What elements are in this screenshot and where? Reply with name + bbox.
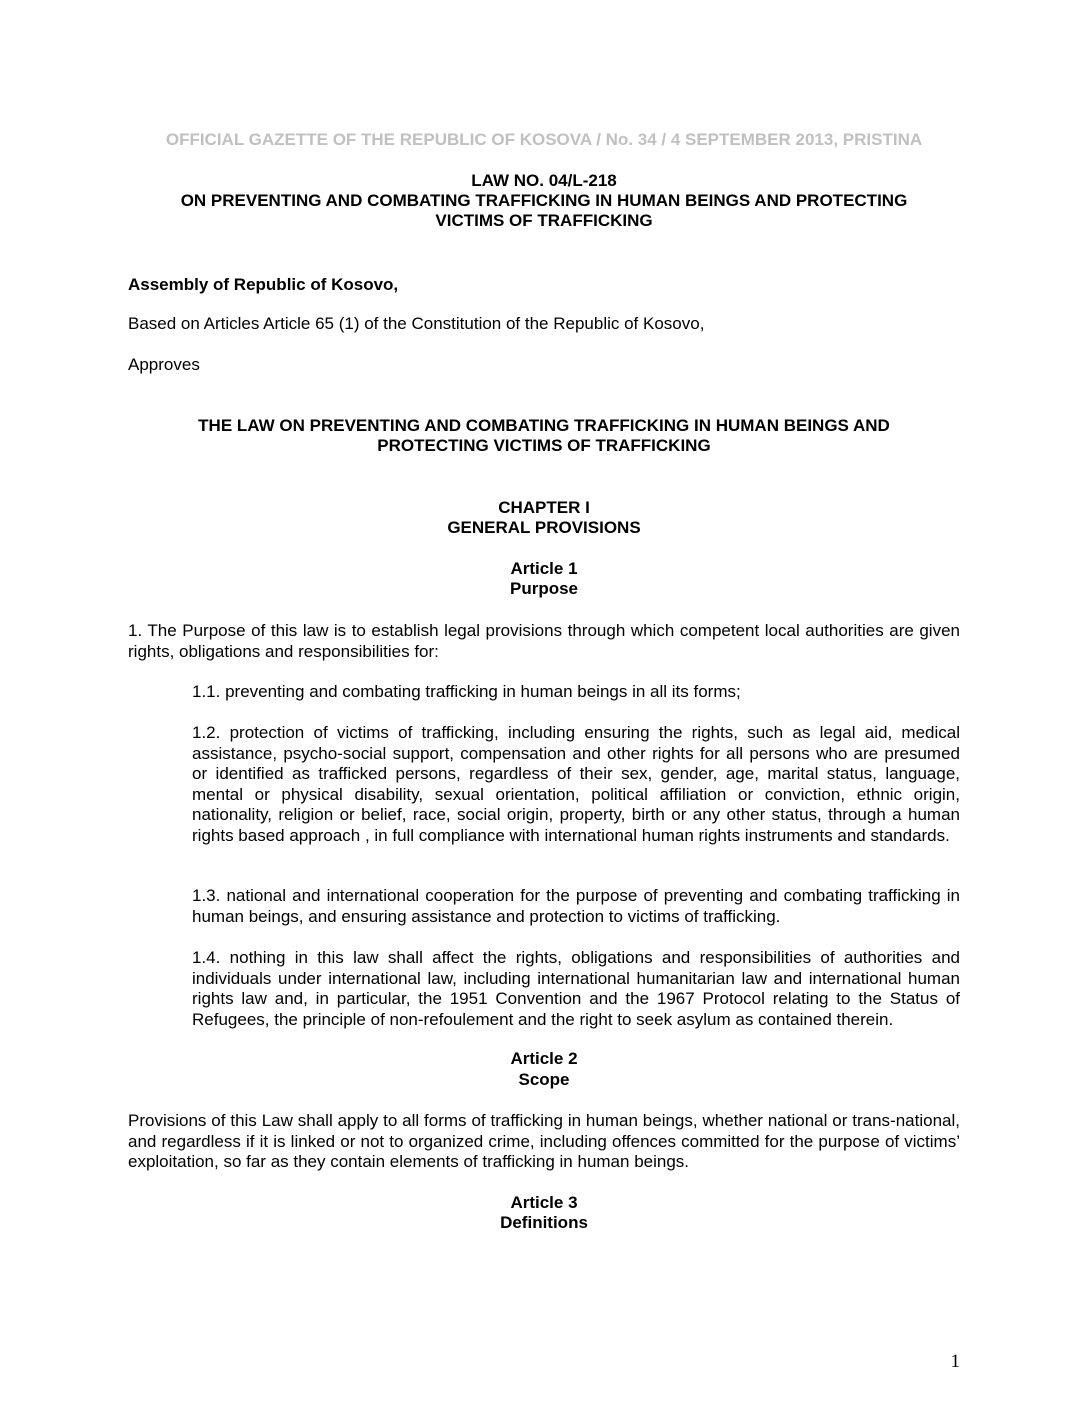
article3-number: Article 3 [510,1193,578,1212]
gazette-header: OFFICIAL GAZETTE OF THE REPUBLIC OF KOSOVA / No. 34 / 4 SEPTEMBER 2013, PRISTINA [165,130,923,149]
article2-title: Scope [518,1070,570,1089]
article1-number: Article 1 [510,559,578,578]
article1-item-1-4: 1.4. nothing in this law shall affect the rights, obligations and responsibilities of authorities and individuals under international law, including international humanitarian law and international human rights law and, in particular, the 1951 Convention and the 1967 Protocol relating to the Status of Refugees, the principle of non-refoulement and the right to seek asylum as contained therein. [192,948,960,1029]
page-number: 1 [950,1351,960,1372]
law-number: LAW NO. 04/L-218 [471,171,617,190]
article3-title: Definitions [500,1213,588,1232]
main-title-line1: THE LAW ON PREVENTING AND COMBATING TRAFFICKING IN HUMAN BEINGS AND [198,416,890,435]
article2-number: Article 2 [510,1049,578,1068]
article1-title: Purpose [509,579,579,598]
law-title-line2: VICTIMS OF TRAFFICKING [435,211,653,230]
based-on-text: Based on Articles Article 65 (1) of the Constitution of the Republic of Kosovo, [128,314,705,333]
article2-text: Provisions of this Law shall apply to all forms of trafficking in human beings, whether national or trans-national, and regardless if it is linked or not to organized crime, including offences committed for the purpose of victims’ exploitation, so far as they contain elements of trafficking in human beings. [128,1111,960,1171]
main-title-line2: PROTECTING VICTIMS OF TRAFFICKING [377,436,711,455]
article1-intro: 1. The Purpose of this law is to establish legal provisions through which competent local authorities are given rights, obligations and responsibilities for: [128,621,960,661]
chapter-title: GENERAL PROVISIONS [447,518,641,537]
article1-item-1-3: 1.3. national and international cooperation for the purpose of preventing and combating trafficking in human beings, and ensuring assistance and protection to victims of trafficking. [192,886,960,926]
article1-item-1-2: 1.2. protection of victims of trafficking, including ensuring the rights, such as legal aid, medical assistance, psycho-social support, compensation and other rights for all persons who are presumed or identified as trafficked persons, regardless of their sex, gender, age, marital status, language, mental or physical disability, sexual orientation, political affiliation or conviction, ethnic origin, nationality, religion or belief, race, social origin, property, birth or any other status, through a human rights based approach , in full compliance with international human rights instruments and standards. [192,723,960,845]
article1-item-1-1: 1.1. preventing and combating trafficking in human beings in all its forms; [192,682,741,701]
law-title-line1: ON PREVENTING AND COMBATING TRAFFICKING IN HUMAN BEINGS AND PROTECTING [180,191,908,210]
chapter-number: CHAPTER I [498,498,590,517]
assembly-heading: Assembly of Republic of Kosovo, [128,275,399,294]
approves-text: Approves [128,355,200,374]
